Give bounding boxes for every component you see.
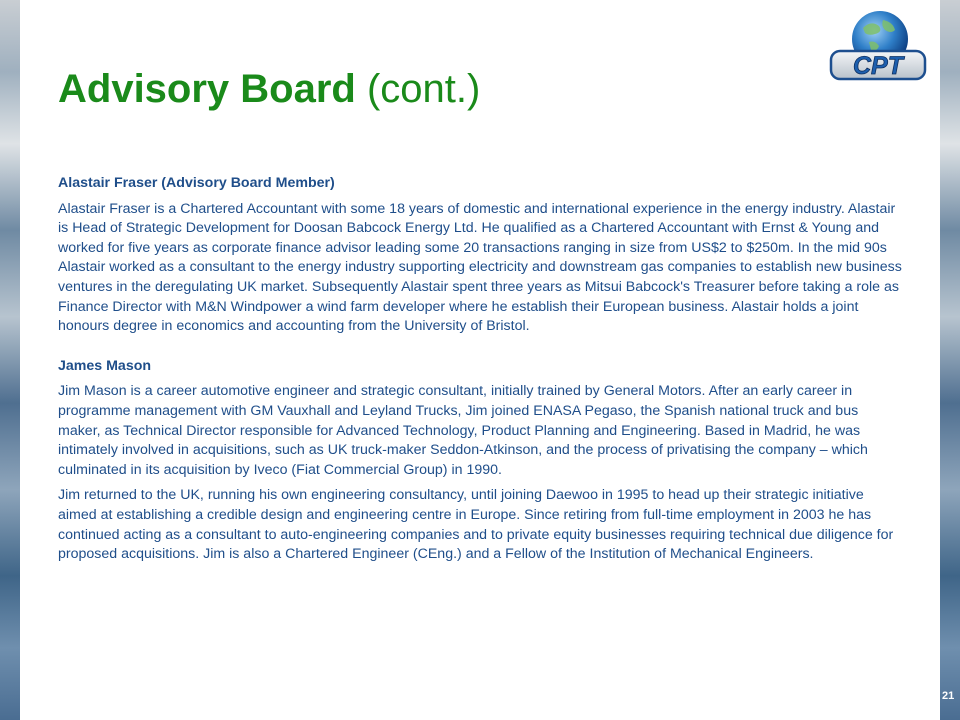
member-bio-paragraph: Alastair Fraser is a Chartered Accountant with some 18 years of domestic and international experience in the energy industry. Alastair is Head of Strategic Development for Doosan Babcock Energy Ltd. He qualified as a Chartered Accountant with Ernst & Young and worked for five years as corporate finance advisor leading some 20 transactions ranging in size from US$2 to $250m. In the mid 90s Alastair worked as a consultant to the energy industry supporting electricity and downstream gas companies to establish new business ventures in the deregulating UK market. Subsequently Alastair spent three years as Mitsui Babcock's Treasurer before taking a role as Finance Director with M&N Windpower a wind farm developer where he establish their European business. Alastair holds a joint honours degree in economics and accounting from the University of Bristol. xyxy=(58,200,902,335)
cpt-logo xyxy=(825,6,929,82)
slide xyxy=(20,0,940,720)
right-sky-border xyxy=(940,0,960,720)
title-main: Advisory Board xyxy=(58,67,356,111)
advisory-board-content xyxy=(58,174,904,571)
title-suffix: (cont.) xyxy=(366,67,481,111)
page-title xyxy=(58,64,480,114)
member-name: Alastair Fraser (Advisory Board Member) xyxy=(58,175,335,191)
member-bio-paragraph: Jim Mason is a career automotive engineer and strategic consultant, initially trained by General Motors. After an early career in programme management with GM Vauxhall and Leyland Trucks, Jim joined ENASA Pegaso, the Spanish national truck and bus maker, as Technical Director responsible for Advanced Technology, Product Planning and Engineering. Based in Madrid, he was intimately involved in acquisitions, such as UK truck-maker Seddon-Atkinson, and the process of privatising the company – which culminated in its acquisition by Iveco (Fiat Commercial Group) in 1990. xyxy=(58,383,868,478)
page-number: 21 xyxy=(942,690,955,702)
left-sky-border xyxy=(0,0,20,720)
member-name: James Mason xyxy=(58,357,152,374)
spacer xyxy=(58,343,904,357)
logo-text: CPT xyxy=(853,52,903,80)
member-bio-paragraph: Jim returned to the UK, running his own engineering consultancy, until joining Daewoo in 1995 to head up their strategic initiative aimed at establishing a credible design and engineering centre in Europe. Since retiring from full-time employment in 2003 he has continued acting as a consultant to auto-engineering companies and to private equity businesses requiring technical due diligence for proposed acquisitions. Jim is also a Chartered Engineer (CEng.) and a Fellow of the Institution of Mechanical Engineers. xyxy=(58,487,894,563)
